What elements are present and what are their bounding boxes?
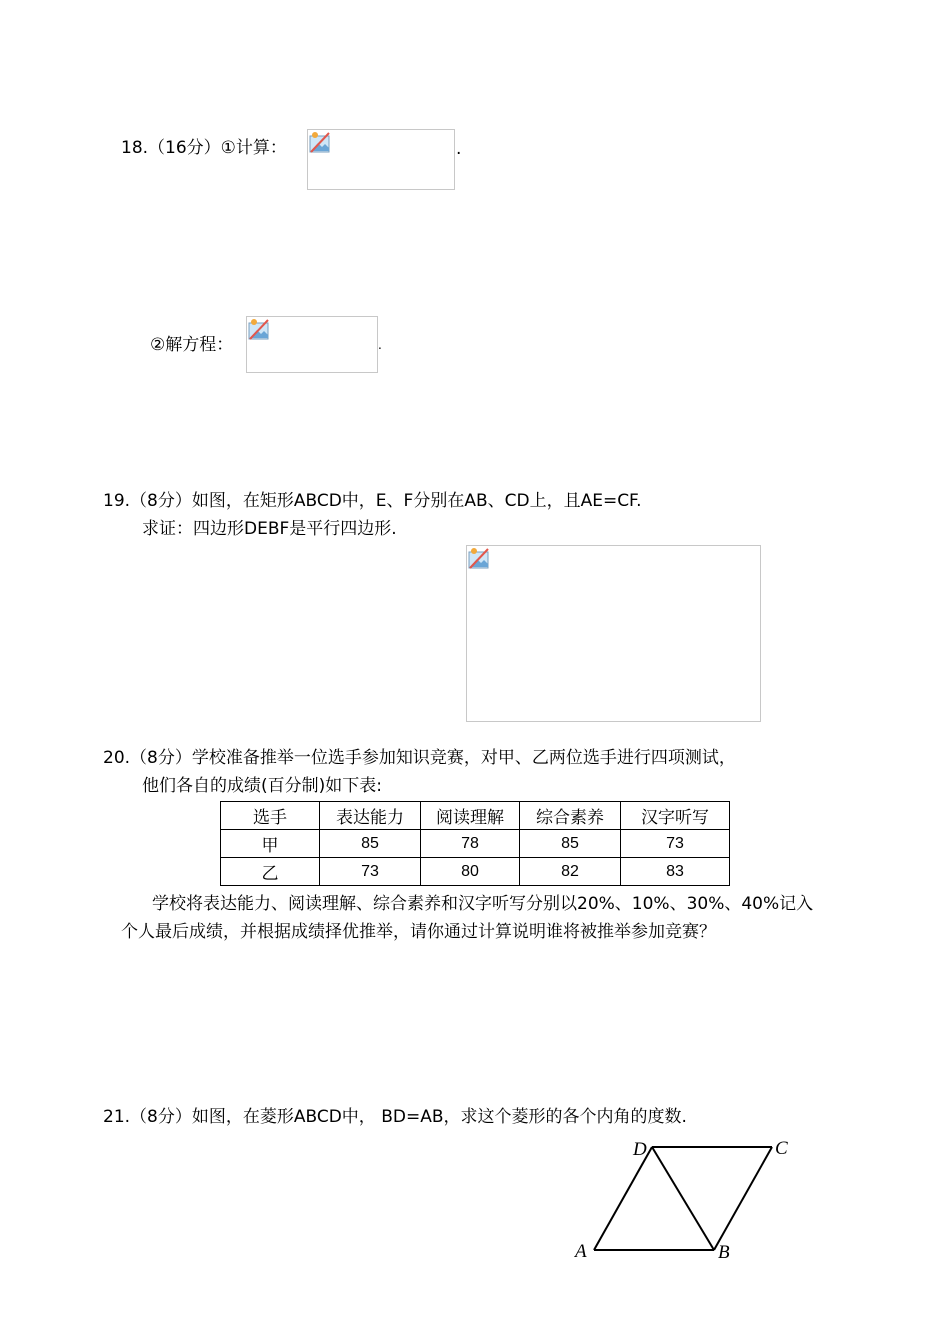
side-CB	[714, 1147, 772, 1250]
table-cell: 80	[421, 858, 520, 886]
table-row	[221, 858, 730, 886]
q18-period: .	[456, 139, 462, 159]
q18-part2-period: .	[378, 338, 382, 352]
rhombus-figure	[560, 1130, 800, 1270]
rhombus-lines	[594, 1147, 772, 1250]
q20-line1: 20.（8分）学校准备推举一位选手参加知识竞赛，对甲、乙两位选手进行四项测试，	[103, 748, 736, 768]
q18-heading	[121, 137, 287, 159]
q18-equation-image	[246, 316, 378, 373]
table-cell: 82	[520, 858, 621, 886]
table-header-cell: 表达能力	[320, 802, 421, 830]
table-header-row	[221, 802, 730, 830]
side-AD	[594, 1147, 652, 1250]
vertex-label-B: B	[718, 1242, 730, 1263]
table-cell: 78	[421, 830, 520, 858]
table-header-cell: 选手	[221, 802, 320, 830]
table-header-cell: 汉字听写	[621, 802, 730, 830]
table-cell: 85	[520, 830, 621, 858]
q19-line2: 求证：四边形DEBF是平行四边形.	[142, 519, 397, 539]
vertex-label-A: A	[575, 1241, 587, 1262]
q21-line1: 21.（8分）如图，在菱形ABCD中， BD=AB，求这个菱形的各个内角的度数.	[103, 1107, 687, 1127]
vertex-label-D: D	[633, 1139, 647, 1160]
broken-image-icon	[468, 547, 490, 569]
score-table	[220, 801, 730, 886]
q18-text: 18.（16分）①计算：	[121, 138, 287, 158]
q19-figure-image	[466, 545, 761, 722]
table-cell: 甲	[221, 830, 320, 858]
table-row	[221, 830, 730, 858]
broken-image-icon	[248, 318, 270, 340]
table-cell: 乙	[221, 858, 320, 886]
table-cell: 85	[320, 830, 421, 858]
diagonal-BD	[652, 1147, 714, 1250]
table-cell: 73	[621, 830, 730, 858]
table-cell: 83	[621, 858, 730, 886]
q20-line2: 他们各自的成绩(百分制)如下表:	[142, 776, 382, 796]
q18-formula-image	[307, 129, 455, 190]
q19-line1: 19.（8分）如图，在矩形ABCD中，E、F分别在AB、CD上，且AE=CF.	[103, 491, 642, 511]
q18-part2-label: ②解方程：	[150, 335, 234, 355]
broken-image-icon	[309, 131, 331, 153]
table-header-cell: 综合素养	[520, 802, 621, 830]
q20-line4: 个人最后成绩，并根据成绩择优推举，请你通过计算说明谁将被推举参加竞赛？	[121, 922, 716, 942]
table-header-cell: 阅读理解	[421, 802, 520, 830]
vertex-label-C: C	[775, 1138, 788, 1159]
q20-line3: 学校将表达能力、阅读理解、综合素养和汉字听写分别以20%、10%、30%、40%记入	[152, 894, 814, 914]
table-cell: 73	[320, 858, 421, 886]
